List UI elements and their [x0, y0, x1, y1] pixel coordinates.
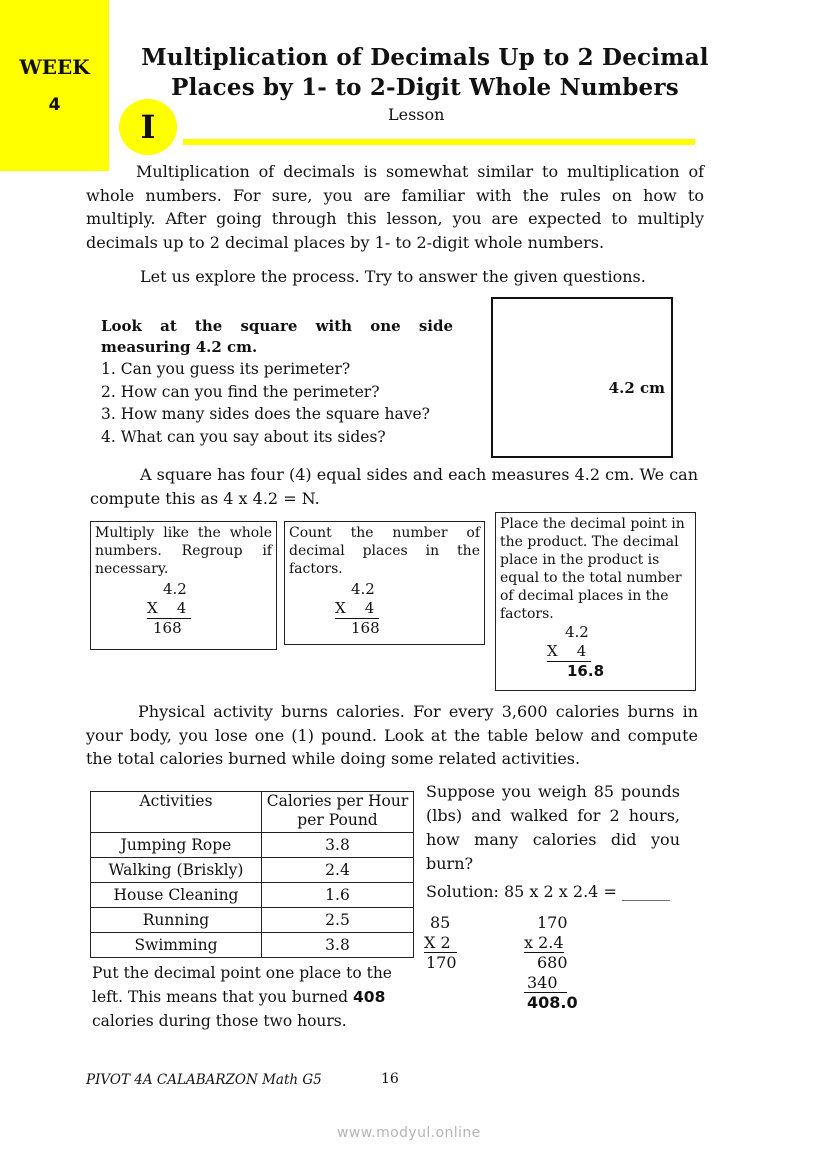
step-box-count [284, 521, 485, 645]
question-item: 1. Can you guess its perimeter? [101, 360, 351, 378]
question-item: 4. What can you say about its sides? [101, 427, 386, 446]
work-line: 85 [430, 913, 451, 932]
work-line: X 2 [424, 933, 457, 954]
table-row [91, 908, 414, 933]
step-text: Count the number of decimal places in the factors. [289, 525, 480, 577]
product: 16.8 [567, 662, 605, 680]
intro-paragraph [86, 160, 704, 254]
question-item: 2. How can you find the perimeter? [101, 382, 380, 401]
word-problem: Suppose you weigh 85 pounds (lbs) and walked for 2 hours, how many calories did you burn? [426, 782, 680, 873]
week-label: WEEK [19, 55, 90, 79]
explore-text: Let us explore the process. Try to answer the given questions. [140, 267, 646, 286]
section-divider [183, 139, 695, 145]
work-step-2 [524, 913, 578, 1013]
question-list [101, 358, 430, 448]
value-cell: 3.8 [262, 833, 414, 858]
section-badge: I [119, 99, 177, 155]
calories-paragraph [86, 700, 698, 771]
column-header: Activities [91, 792, 262, 833]
footer-source: PIVOT 4A CALABARZON Math G5 [86, 1072, 322, 1088]
activity-cell: Jumping Rope [91, 833, 262, 858]
website-watermark: www.modyul.online [337, 1125, 481, 1141]
work-step-1 [424, 913, 457, 973]
factor: X 4 [547, 642, 591, 662]
square-prompt: Look at the square with one side measuring 4.2 cm. [101, 317, 453, 356]
work-line: 170 [426, 953, 457, 972]
work-line: 340 [524, 973, 567, 994]
factor: 4.2 [351, 580, 375, 598]
value-cell: 1.6 [262, 883, 414, 908]
square-explanation [90, 463, 698, 510]
step-text: Multiply like the whole numbers. Regroup if necessary. [95, 525, 272, 577]
table-row [91, 883, 414, 908]
section-name: Lesson [388, 105, 445, 124]
table-row [91, 933, 414, 958]
value-cell: 3.8 [262, 933, 414, 958]
table-row [91, 858, 414, 883]
title-line-1: Multiplication of Decimals Up to 2 Decimal [141, 44, 709, 71]
week-number: 4 [48, 95, 61, 115]
activity-cell: Running [91, 908, 262, 933]
factor: 4.2 [565, 623, 589, 641]
conclusion [92, 961, 412, 1033]
question-item: 3. How many sides does the square have? [101, 405, 430, 423]
solution-equation: Solution: 85 x 2 x 2.4 = ______ [426, 882, 670, 901]
activity-cell: Walking (Briskly) [91, 858, 262, 883]
calories-table [90, 791, 414, 958]
conclusion-text: Put the decimal point one place to the left. This means that you burned [92, 964, 392, 1006]
value-cell: 2.4 [262, 858, 414, 883]
step-calculation [335, 580, 480, 638]
work-line: 170 [537, 913, 568, 932]
intro-text: Multiplication of decimals is somewhat similar to multiplication of whole numbers. For sure, you are familiar with the rules on how to multiply. After going through this lesson, you are expected to multiply decimals up to 2 decimal places by 1- to 2-digit whole numbers. [86, 162, 704, 252]
calories-text: Physical activity burns calories. For every 3,600 calories burns in your body, you lose one (1) pound. Look at the table below and compute the total calories burned while doing some related activities. [86, 702, 698, 768]
activity-cell: House Cleaning [91, 883, 262, 908]
factor: X 4 [147, 599, 191, 619]
square-figure [491, 297, 673, 458]
week-banner [0, 0, 109, 171]
conclusion-text: calories during those two hours. [92, 1012, 347, 1030]
step-calculation [147, 580, 272, 638]
factor: 4.2 [163, 580, 187, 598]
step-box-place-decimal [495, 512, 696, 691]
conclusion-answer: 408 [353, 988, 386, 1006]
title-line-2: Places by 1- to 2-Digit Whole Numbers [171, 74, 679, 101]
work-line: 680 [537, 953, 568, 972]
product: 168 [351, 619, 380, 637]
square-side-label: 4.2 cm [608, 379, 665, 397]
page-title [130, 43, 720, 103]
factor: X 4 [335, 599, 379, 619]
step-text: Place the decimal point in the product. The decimal place in the product is equal to the total number of decimal places in the factors. [500, 516, 685, 622]
activity-cell: Swimming [91, 933, 262, 958]
work-result: 408.0 [527, 993, 578, 1012]
table-row [91, 833, 414, 858]
page-number: 16 [381, 1071, 399, 1087]
value-cell: 2.5 [262, 908, 414, 933]
product: 168 [153, 619, 182, 637]
step-calculation [547, 623, 691, 681]
explanation-text: A square has four (4) equal sides and each measures 4.2 cm. We can compute this as 4 x 4.2 = N. [90, 465, 698, 508]
table-header-row [91, 792, 414, 833]
work-line: x 2.4 [524, 932, 564, 952]
column-header: Calories per Hour per Pound [262, 792, 414, 833]
step-box-multiply [90, 521, 277, 650]
